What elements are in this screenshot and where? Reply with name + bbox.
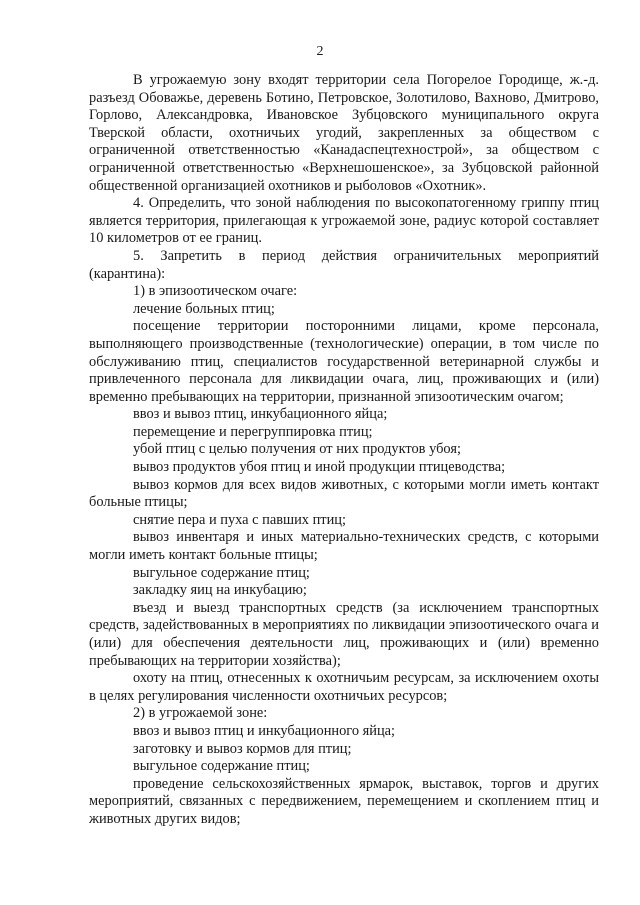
list-item: вывоз кормов для всех видов животных, с которыми могли иметь контакт больные птицы;	[89, 476, 599, 511]
document-body	[89, 72, 599, 829]
list-item: лечение больных птиц;	[133, 300, 275, 317]
paragraph-threatened-zone-heading: 2) в угрожаемой зоне:	[133, 705, 268, 722]
list-item: снятие пера и пуха с павших птиц;	[133, 511, 346, 528]
list-item: вывоз продуктов убоя птиц и иной продукции птицеводства;	[133, 459, 506, 476]
list-item: въезд и выезд транспортных средств (за исключением транспортных средств, задействованных в мероприятиях по ликвидации эпизоотического очага и (или) для обеспечения деятельности лиц, проживающих и (или) временно пребывающих на территории хозяйства);	[89, 599, 599, 669]
list-item: вывоз инвентаря и иных материально-технических средств, с которыми могли иметь контакт больные птицы;	[89, 529, 599, 564]
list-item: проведение сельскохозяйственных ярмарок, выставок, торгов и других мероприятий, связанных с передвижением, перемещением и скоплением птиц и животных других видов;	[89, 775, 599, 827]
list-item: перемещение и перегруппировка птиц;	[133, 423, 373, 440]
list-item: выгульное содержание птиц;	[133, 564, 310, 581]
paragraph-prohibitions-heading: 5. Запретить в период действия ограничительных мероприятий (карантина):	[89, 247, 599, 282]
list-item: выгульное содержание птиц;	[133, 758, 310, 775]
list-item: заготовку и вывоз кормов для птиц;	[133, 740, 352, 757]
list-item: убой птиц с целью получения от них продуктов убоя;	[133, 441, 461, 458]
paragraph-observation-zone: 4. Определить, что зоной наблюдения по высокопатогенному гриппу птиц является территория, прилегающая к угрожаемой зоне, радиус которой составляет 10 километров от ее границ.	[89, 195, 599, 247]
list-item: посещение территории посторонними лицами, кроме персонала, выполняющего производственные (технологические) операции, в том числе по обслуживанию птиц, специалистов государственной ветеринарной службы и привлеченного персонала для ликвидации очага, лиц, проживающих и (или) временно пребывающих на территории, признанной эпизоотическим очагом;	[89, 318, 599, 405]
page-number: 2	[316, 44, 324, 59]
list-item: охоту на птиц, отнесенных к охотничьим ресурсам, за исключением охоты в целях регулирования численности охотничьих ресурсов;	[89, 670, 599, 704]
list-item: ввоз и вывоз птиц, инкубационного яйца;	[133, 406, 388, 423]
list-item: ввоз и вывоз птиц и инкубационного яйца;	[133, 722, 396, 739]
list-item: закладку яиц на инкубацию;	[133, 582, 307, 599]
paragraph-threatened-zone: В угрожаемую зону входят территории села Погорелое Городище, ж.-д. разъезд Обоважье, деревень Ботино, Петровское, Золотилово, Вахново, Дмитрово, Горлово, Александровка, Ивановское Зубцовского муниципального округа Тверской области, охотничьих угодий, закрепленных за обществом с ограниченной ответственностью «Канадаспецтехнострой», за обществом с ограниченной ответственностью «Верхнешошенское», за Зубцовской районной общественной организацией охотников и рыболовов «Охотник».	[89, 72, 599, 194]
paragraph-epizootic-focus-heading: 1) в эпизоотическом очаге:	[133, 283, 298, 300]
